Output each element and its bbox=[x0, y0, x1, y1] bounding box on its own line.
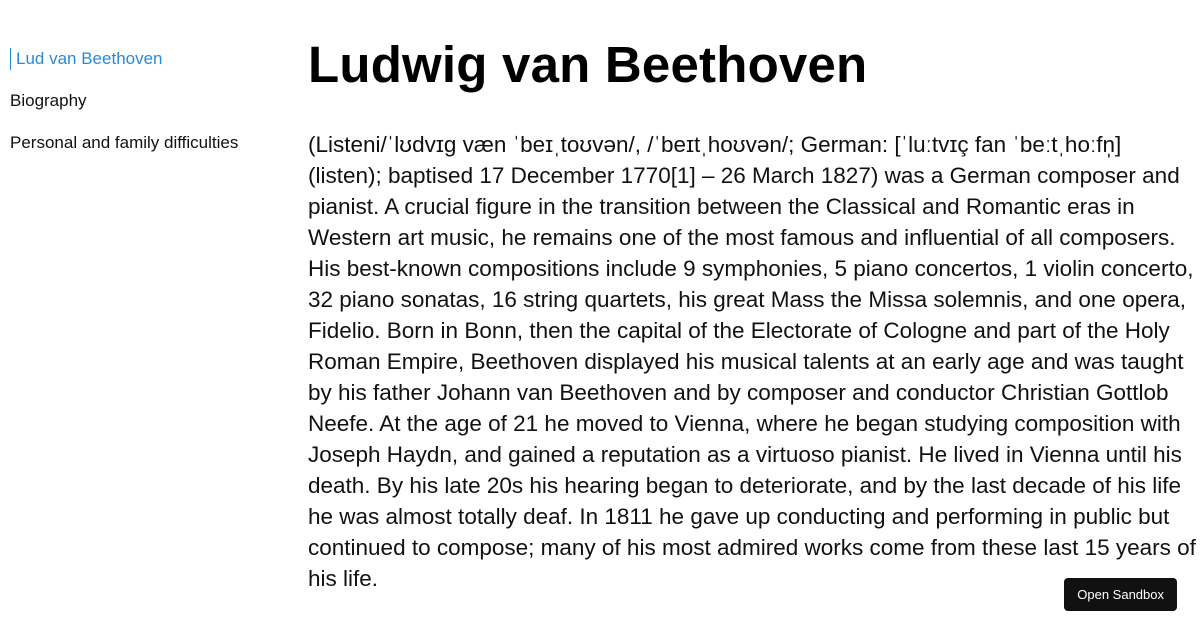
sidebar-item-lud-van-beethoven[interactable]: Lud van Beethoven bbox=[10, 48, 240, 70]
article-body: (Listeni/ˈlʊdvɪɡ væn ˈbeɪˌtoʊvən/, /ˈbeɪtˌhoʊvən/; German: [ˈluːtvɪç fan ˈbeːtˌhoːfn̩] (listen); baptised 17 December 1770[1] – 26 March 1827) was a German composer and pianist. A crucial figure in the transition between the Classical and Romantic eras in Western art music, he remains one of the most famous and influential of all composers. His best-known compositions include 9 symphonies, 5 piano concertos, 1 violin concerto, 32 piano sonatas, 16 string quartets, his great Mass the Missa solemnis, and one opera, Fidelio. Born in Bonn, then the capital of the Electorate of Cologne and part of the Holy Roman Empire, Beethoven displayed his musical talents at an early age and was taught by his father Johann van Beethoven and by composer and conductor Christian Gottlob Neefe. At the age of 21 he moved to Vienna, where he began studying composition with Joseph Haydn, and gained a reputation as a virtuoso pianist. He lived in Vienna until his death. By his late 20s his hearing began to deteriorate, and by the last decade of his life he was almost totally deaf. In 1811 he gave up conducting and performing in public but continued to compose; many of his most admired works come from these last 15 years of his life. bbox=[308, 132, 1196, 591]
sidebar-item-biography[interactable]: Biography bbox=[10, 91, 87, 110]
sidebar-nav bbox=[10, 48, 240, 154]
page-title: Ludwig van Beethoven bbox=[308, 36, 868, 93]
sidebar-item-personal-and-family-difficulties[interactable]: Personal and family difficulties bbox=[10, 133, 239, 152]
main-content bbox=[308, 34, 1198, 594]
open-sandbox-button[interactable]: Open Sandbox bbox=[1064, 578, 1177, 611]
